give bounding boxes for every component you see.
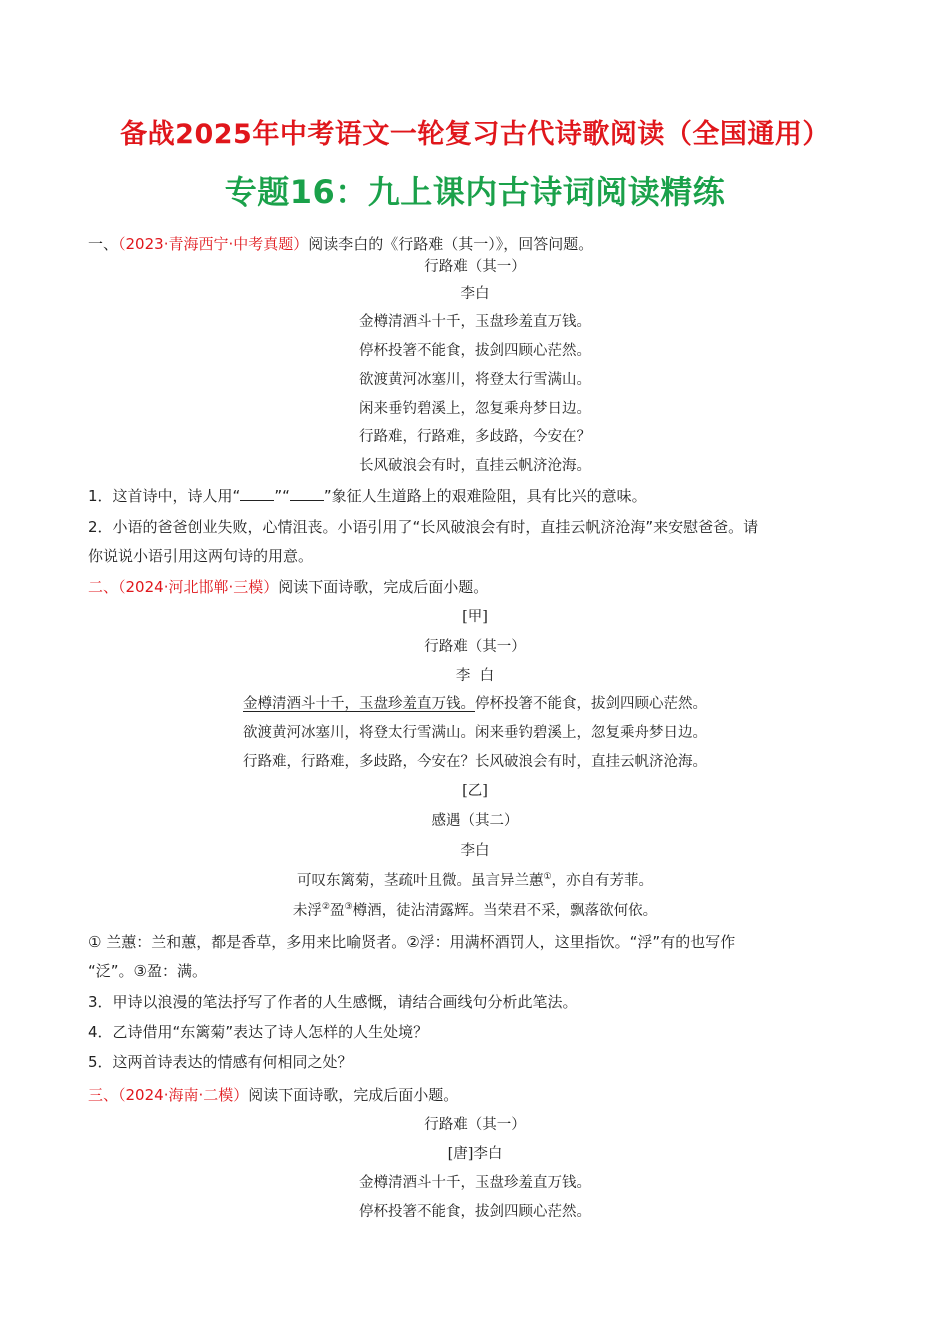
- poem-author: 李 白: [455, 668, 495, 684]
- poem-label-jia: [甲]: [462, 609, 488, 625]
- poem-line: 金樽清酒斗十千，玉盘珍羞直万钱。: [359, 1175, 591, 1191]
- section-number: 一、: [88, 235, 119, 253]
- poem-line: 金樽清酒斗十千，玉盘珍羞直万钱。: [359, 314, 591, 330]
- poem-title: 行路难（其一）: [424, 1117, 526, 1133]
- section2-heading: [88, 577, 868, 597]
- question-3: 3．甲诗以浪漫的笔法抒写了作者的人生感慨，请结合画线句分析此笔法。: [88, 993, 578, 1011]
- section-number: 二、: [88, 578, 119, 596]
- footnote-cont: “泛”。③盈：满。: [88, 962, 207, 980]
- poem-line: 停杯投箸不能食，拔剑四顾心茫然。: [359, 1204, 591, 1220]
- underlined-line: 金樽清酒斗十千，玉盘珍羞直万钱。: [243, 696, 475, 712]
- question-1: 1．这首诗中，诗人用“ ”“ ”象征人生道路上的艰难险阻，具有比兴的意味。: [88, 487, 647, 505]
- poem-line: 金樽清酒斗十千，玉盘珍羞直万钱。停杯投箸不能食，拔剑四顾心茫然。: [243, 696, 707, 712]
- section-source: （2024·海南·二模）: [118, 1086, 249, 1104]
- answer-blank: [290, 486, 324, 501]
- footnote-marker: ③: [344, 902, 353, 913]
- poem-line: 未浮②盈③樽酒，徒沾清露辉。当荣君不采，飘落欲何依。: [292, 902, 658, 919]
- section3-heading: [88, 1085, 868, 1105]
- answer-blank: [240, 486, 274, 501]
- poem-title: 行路难（其一）: [424, 259, 526, 275]
- section-source: （2023·青海西宁·中考真题）: [118, 235, 309, 253]
- poem-line: 停杯投箸不能食，拔剑四顾心茫然。: [359, 343, 591, 359]
- poem-line: 长风破浪会有时，直挂云帆济沧海。: [359, 458, 591, 474]
- document-title: 备战2025年中考语文一轮复习古代诗歌阅读（全国通用）: [120, 119, 830, 150]
- section-number: 三、: [88, 1086, 119, 1104]
- poem-author: [唐]李白: [447, 1146, 503, 1162]
- poem-line: 欲渡黄河冰塞川，将登太行雪满山。闲来垂钓碧溪上，忽复乘舟梦日边。: [243, 725, 707, 741]
- section-source: （2024·河北邯郸·三模）: [118, 578, 279, 596]
- poem-line: 可叹东篱菊，茎疏叶且微。虽言异兰蕙①，亦自有芳菲。: [296, 872, 654, 889]
- footnote-marker: ②: [321, 902, 330, 913]
- poem-line: 行路难，行路难，多歧路，今安在？: [359, 429, 591, 445]
- section-instruction: 阅读下面诗歌，完成后面小题。: [248, 1086, 459, 1104]
- question-2: 2．小语的爸爸创业失败，心情沮丧。小语引用了“长风破浪会有时，直挂云帆济沧海”来安慰爸爸。请: [88, 518, 759, 536]
- poem-line: 欲渡黄河冰塞川，将登太行雪满山。: [359, 372, 591, 388]
- question-4: 4．乙诗借用“东篱菊”表达了诗人怎样的人生处境？: [88, 1023, 429, 1041]
- poem-title: 感遇（其二）: [431, 813, 519, 829]
- footnote: ① 兰蕙：兰和蕙，都是香草，多用来比喻贤者。②浮：用满杯酒罚人，这里指饮。“浮”有的也写作: [88, 933, 736, 951]
- poem-title: 行路难（其一）: [424, 639, 526, 655]
- section1-heading: [88, 234, 868, 254]
- document-subtitle: 专题16：九上课内古诗词阅读精练: [224, 173, 726, 211]
- question-2-cont: 你说说小语引用这两句诗的用意。: [88, 547, 314, 565]
- section-instruction: 阅读下面诗歌，完成后面小题。: [278, 578, 489, 596]
- question-5: 5．这两首诗表达的情感有何相同之处？: [88, 1053, 353, 1071]
- poem-line: 行路难，行路难，多歧路，今安在？长风破浪会有时，直挂云帆济沧海。: [243, 754, 707, 770]
- section-instruction: 阅读李白的《行路难（其一）》，回答问题。: [308, 235, 594, 253]
- footnote-marker: ①: [543, 872, 552, 883]
- poem-author: 李白: [460, 843, 490, 859]
- poem-line: 闲来垂钓碧溪上，忽复乘舟梦日边。: [359, 401, 591, 417]
- poem-author: 李白: [460, 286, 490, 302]
- poem-label-yi: [乙]: [462, 783, 488, 799]
